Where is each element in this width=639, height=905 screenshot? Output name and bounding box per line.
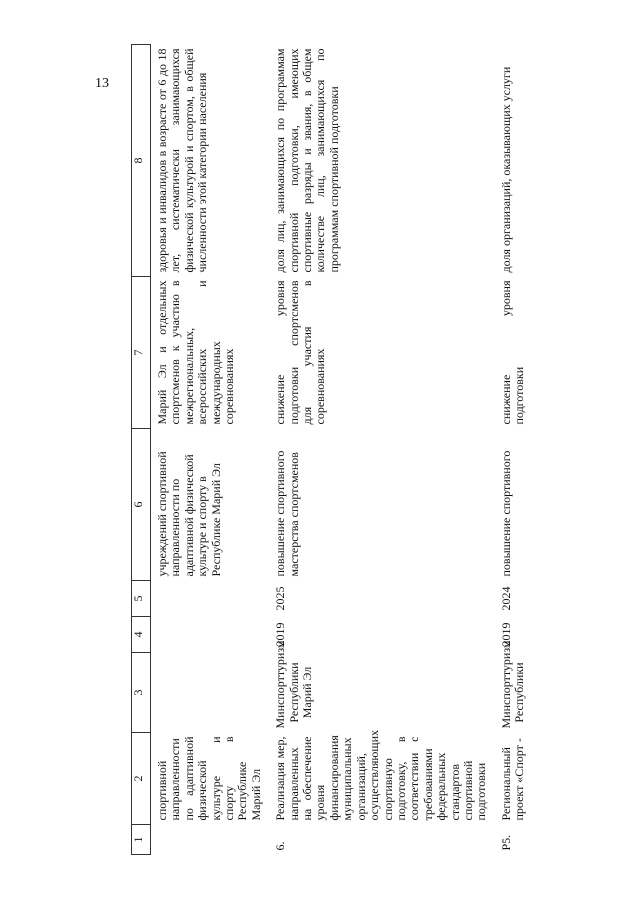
start-year: 2019 [498, 622, 513, 647]
table-row [269, 45, 495, 855]
non-implementation-consequences: Марий Эл и отдельных спортсменов к участию в межрегиональных, всероссийских и международных соревнованиях [155, 280, 237, 425]
end-year [151, 581, 270, 617]
table-row [151, 45, 270, 855]
rotated-table-sheet [131, 45, 621, 855]
measure-name: Реализация мер, направленных на обеспечение уровня финансирования муниципальных организаций, осуществляющих спортивную подготовку, в соответствии с требованиями федеральных стандартов спортивной подготовки [273, 729, 489, 821]
related-indicator: здоровья и инвалидов в возрасте от 6 до 18 лет, систематически занимающихся физической культурой и спортом, в общей численности этой категории населения [155, 48, 210, 273]
measure-name: Региональный проект «Спорт - [498, 738, 527, 821]
non-implementation-consequences: снижение уровня подготовки [498, 280, 527, 425]
executor: Минспорттуризм Республики Марий Эл [273, 640, 315, 729]
header-cell-1: 1 [132, 825, 151, 855]
expected-result: повышение спортивного мастерства спортсменов [273, 450, 301, 577]
start-year: 2019 [273, 622, 288, 647]
row-number: Р5. [498, 834, 513, 851]
end-year: 2025 [273, 586, 288, 611]
header-cell-6: 6 [132, 429, 151, 581]
related-indicator: доля лиц, занимающихся по программам спортивной подготовки, имеющих спортивные разряды и звания, в общем количестве лиц, занимающихся по программам спортивной подготовки [273, 48, 341, 273]
row-number [151, 825, 270, 855]
expected-result: учреждений спортивной направленности по адаптивной физической культуре и спорту в Республике Марий Эл [155, 451, 223, 577]
header-cell-3: 3 [132, 653, 151, 733]
executor [151, 653, 270, 733]
row-number: 6. [273, 841, 288, 851]
header-cell-4: 4 [132, 617, 151, 653]
header-cell-7: 7 [132, 277, 151, 429]
page-number: 13 [95, 76, 109, 91]
header-row [132, 45, 151, 855]
start-year [151, 617, 270, 653]
related-indicator: доля организаций, оказывающих услуги [498, 66, 513, 273]
header-cell-2: 2 [132, 733, 151, 825]
non-implementation-consequences: снижение уровня подготовки спортсменов для участия в соревнованиях [273, 280, 328, 425]
table-row [495, 45, 533, 855]
executor: Минспорттуризм Республики [498, 640, 527, 729]
program-measures-table [131, 44, 533, 855]
expected-result: повышение спортивного [498, 450, 513, 577]
end-year: 2024 [498, 586, 513, 611]
header-cell-8: 8 [132, 45, 151, 277]
header-cell-5: 5 [132, 581, 151, 617]
measure-name: спортивной направленности по адаптивной физической культуре и спорту в Республике Марий Эл [155, 736, 263, 821]
